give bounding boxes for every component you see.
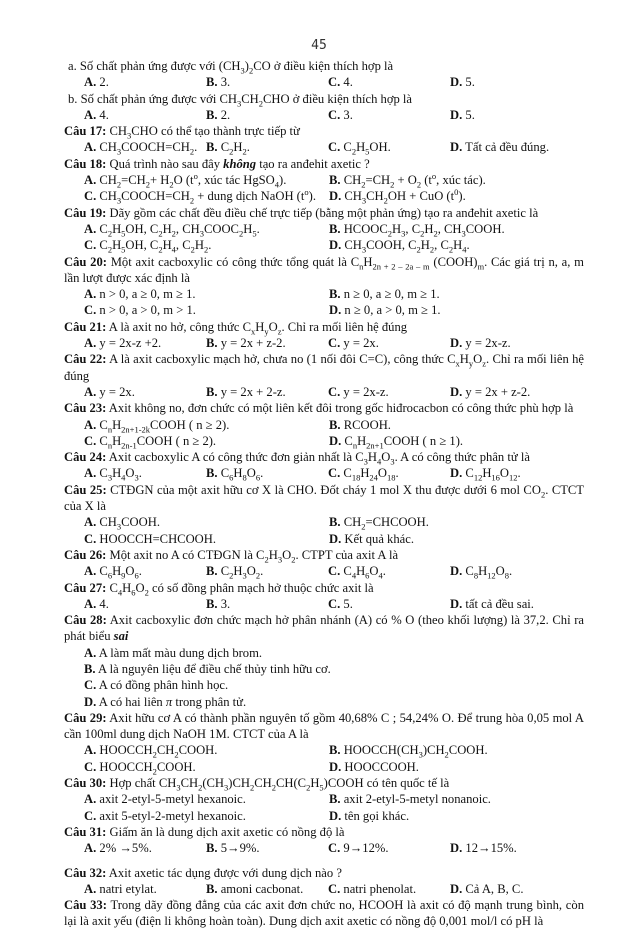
answer-options-row <box>64 742 584 758</box>
answer-option: B. $HCOOC_2H_3$, $C_2H_2$, $CH_3COOH$. <box>329 221 505 239</box>
answer-options-row <box>64 881 584 897</box>
answer-option: C. y = 2x. <box>328 336 379 351</box>
answer-options-row <box>64 139 584 155</box>
answer-options-row <box>64 384 584 400</box>
answer-options-row <box>64 791 584 807</box>
answer-options-row <box>64 188 584 204</box>
answer-option: B. $C_2H_2$. <box>206 140 250 157</box>
question-text: Câu 31: Giấm ăn là dung dịch axit axetic có nồng độ là <box>64 824 345 839</box>
question-text: Câu 21: A là axit no hở, công thức $C_xH_yO_z$. Chỉ ra mối liên hệ đúng <box>64 319 408 337</box>
answer-options-row <box>64 335 584 351</box>
answer-option: C. n > 0, a > 0, m > 1. <box>84 303 196 318</box>
spacer <box>64 857 584 865</box>
answer-option: C. y = 2x-z. <box>328 384 389 399</box>
answer-option: B. axit 2-etyl-5-metyl nonanoic. <box>329 792 491 807</box>
question-text: Câu 25: CTĐGN của một axit hữu cơ X là CHO. Đốt cháy 1 mol X thu được dưới 6 mol $CO_2$. CTCT của X là <box>64 482 584 514</box>
answer-options-row <box>64 465 584 481</box>
answer-option: B. RCOOH. <box>329 417 391 432</box>
answer-option: B. 5→9%. <box>206 841 260 856</box>
answer-option: D. $CH_3COOH$, $C_2H_2$, $C_2H_4$. <box>329 238 470 255</box>
answer-options-row <box>64 221 584 237</box>
question-text: Câu 17: $CH_3CHO$ có thể tạo thành trực tiếp từ <box>64 124 300 141</box>
answer-option: C. $C_nH_{2n-1}COOH$ ( n ≥ 2). <box>84 433 217 451</box>
answer-option: C. $C_4H_6O_4$. <box>328 564 386 581</box>
answer-option: B. 2. <box>206 107 231 122</box>
answer-option: C. $HOOCCH_2COOH$. <box>84 759 196 777</box>
answer-option: C. 4. <box>328 75 353 90</box>
answer-options-row <box>64 237 584 253</box>
answer-option: B. y = 2x + z-2. <box>206 336 286 351</box>
answer-option: A. A làm mất màu dung dịch brom. <box>84 645 263 660</box>
sub-question: b. Số chất phản ứng được với $CH_3CH_2CHO$ ở điều kiện thích hợp là <box>68 91 413 109</box>
answer-option: C. 9→12%. <box>328 841 389 856</box>
question-text: Câu 23: Axit không no, đơn chức có một liên kết đôi trong gốc hiđrocacbon có công thức phù hợp là <box>64 401 574 416</box>
answer-option: C. HOOCCH=CHCOOH. <box>84 531 217 546</box>
answer-option: D. $CH_3CH_2OH$ + CuO $(t^0)$. <box>329 187 466 206</box>
answer-option: D. 12→15%. <box>450 841 517 856</box>
answer-option: A. $C_3H_4O_3$. <box>84 466 142 483</box>
answer-option: A. 4. <box>84 596 109 611</box>
answer-option: D. Cả A, B, C. <box>450 881 524 896</box>
answer-option: D. tên gọi khác. <box>329 808 410 823</box>
answer-option: D. 5. <box>450 107 475 122</box>
answer-option: A. $C_2H_5OH$, $C_2H_2$, $CH_3COOC_2H_5$. <box>84 221 260 239</box>
question-text: Câu 22: A là axit cacboxylic mạch hở, chưa no (1 nối đôi C=C), công thức $C_xH_yO_z$. Chỉ ra mối liên hệ đúng <box>64 352 584 383</box>
answer-option: A. y = 2x-z +2. <box>84 336 162 351</box>
answer-option: B. y = 2x + 2-z. <box>206 384 286 399</box>
answer-option: C. 5. <box>328 596 353 611</box>
answer-option: C. $CH_3COOCH=CH_2$ + dung dịch NaOH $(t^o)$. <box>84 187 316 206</box>
answer-option: A. 2% →5%. <box>84 841 152 856</box>
answer-option: C. A có đồng phân hình học. <box>84 678 229 693</box>
answer-option: B. amoni cacbonat. <box>206 881 304 896</box>
question-text: Câu 33: Trong dãy đồng đẳng của các axit đơn chức no, HCOOH là axit có độ mạnh trung bình, còn lại là axit yếu (điện li không hoàn toàn). Dung dịch axit axetic có nồng độ 0,001 mol/l có pH là <box>64 898 584 929</box>
question-text: Câu 24: Axit cacboxylic A có công thức đơn giản nhất là $C_3H_4O_3$. A có công thức phân tử là <box>64 450 530 467</box>
answer-option: A. $CH_2=CH_2+ H_2O$ ($t^o$, xúc tác HgSO$_4$). <box>84 170 287 190</box>
answer-option: B. $HOOCCH(CH_3)CH_2COOH$. <box>329 743 488 760</box>
question-text: Câu 19: Dãy gồm các chất đều điều chế trực tiếp (bằng một phản ứng) tạo ra anđehit axetic là <box>64 205 539 220</box>
answer-options-row <box>64 808 584 824</box>
answer-option: D. y = 2x-z. <box>450 336 511 351</box>
answer-option: B. $CH_2=CH_2 + O_2$ ($t^o$, xúc tác). <box>329 170 486 190</box>
question-text: Câu 28: Axit cacboxylic đơn chức mạch hở phân nhánh (A) có % O (theo khối lượng) là 37,2. Chỉ ra phát biểu sai <box>64 613 584 644</box>
answer-option: B. A là nguyên liệu để điều chế thủy tinh hữu cơ. <box>84 661 331 676</box>
answer-option: A. 2. <box>84 75 109 90</box>
answer-option: A. n > 0, a ≥ 0, m ≥ 1. <box>84 287 196 302</box>
question-text: Câu 29: Axit hữu cơ A có thành phần nguyên tố gồm 40,68% C ; 54,24% O. Để trung hòa 0,05 mol A cần 100ml dung dịch NaOH 1M. CTCT của A là <box>64 710 584 742</box>
answer-options-row <box>64 74 584 90</box>
answer-option: A. $C_6H_9O_6$. <box>84 564 142 581</box>
answer-options-row <box>64 596 584 612</box>
answer-option: C. axit 5-etyl-2-metyl hexanoic. <box>84 808 246 823</box>
answer-options-row <box>64 286 584 302</box>
answer-option: D. n ≥ 0, a > 0, m ≥ 1. <box>329 303 441 318</box>
answer-option: D. HOOCCOOH. <box>329 759 419 774</box>
answer-options-row <box>64 514 584 530</box>
answer-option: A. $CH_3COOH$. <box>84 515 160 532</box>
answer-option: C. $C_2H_5OH$. <box>328 140 391 157</box>
answer-options-row <box>64 172 584 188</box>
question-text: Câu 32: Axit axetic tác dụng được với dung dịch nào ? <box>64 865 342 880</box>
question-text: Câu 20: Một axit cacboxylic có công thức tổng quát là $C_nH_{2n + 2 - 2a - m}$ $(COOH)_m$. Các giá trị n, a, m lần lượt được xác định là <box>64 254 584 285</box>
answer-option: D. 5. <box>450 75 475 90</box>
answer-option: A. axit 2-etyl-5-metyl hexanoic. <box>84 792 246 807</box>
answer-option: A. y = 2x. <box>84 384 135 399</box>
question-text: Câu 18: Quá trình nào sau đây không tạo ra anđehit axetic ? <box>64 156 370 171</box>
answer-option: D. Tất cả đều đúng. <box>450 140 550 155</box>
answer-options-row <box>64 417 584 433</box>
answer-options-row <box>64 840 584 856</box>
answer-options-row <box>64 563 584 579</box>
question-list <box>64 58 584 930</box>
answer-option: B. n ≥ 0, a ≥ 0, m ≥ 1. <box>329 287 440 302</box>
answer-options-row <box>64 107 584 123</box>
answer-options-row <box>64 531 584 547</box>
answer-option: D. $C_nH_{2n+1}COOH$ ( n ≥ 1). <box>329 433 464 451</box>
answer-options-row <box>64 302 584 318</box>
question-text: Câu 30: Hợp chất $CH_3CH_2(CH_3)CH_2CH_2CH(C_2H_5)COOH$ có tên quốc tế là <box>64 776 450 793</box>
page-number: 45 <box>311 38 327 53</box>
answer-option: B. $C_6H_8O_6$. <box>206 466 264 483</box>
answer-option: D. y = 2x + z-2. <box>450 384 531 399</box>
answer-option: B. 3. <box>206 75 231 90</box>
answer-option: D. tất cả đều sai. <box>450 596 534 611</box>
answer-option: A. 4. <box>84 107 109 122</box>
answer-option: D. $C_8H_{12}O_8$. <box>450 564 513 581</box>
answer-option: D. $C_{12}H_{16}O_{12}$. <box>450 466 521 483</box>
question-text: Câu 26: Một axit no A có CTĐGN là $C_2H_3O_2$. CTPT của axit A là <box>64 547 399 565</box>
answer-option: D. A có hai liên π trong phân tử. <box>84 694 247 709</box>
answer-option: A. $CH_3COOCH=CH_2$. <box>84 140 198 157</box>
answer-option: C. natri phenolat. <box>328 881 417 896</box>
answer-option: B. 3. <box>206 596 231 611</box>
answer-option: B. $CH_2=CHCOOH$. <box>329 515 429 532</box>
answer-option: A. $C_nH_{2n+1-2k}COOH$ ( n ≥ 2). <box>84 417 230 435</box>
answer-options-row <box>64 759 584 775</box>
sub-question: a. Số chất phản ứng được với $(CH_3)_2CO$ ở điều kiện thích hợp là <box>68 59 394 76</box>
question-text: Câu 27: $C_4H_6O_2$ có số đồng phân mạch hở thuộc chức axit là <box>64 580 374 598</box>
answer-option: C. $C_2H_5OH$, $C_2H_4$, $C_2H_2$. <box>84 238 212 255</box>
answer-option: A. $HOOCCH_2CH_2COOH$. <box>84 743 218 760</box>
answer-option: D. Kết quả khác. <box>329 531 414 546</box>
answer-option: C. 3. <box>328 107 353 122</box>
answer-option: A. natri etylat. <box>84 881 157 896</box>
answer-option: C. $C_{18}H_{24}O_{18}$. <box>328 466 399 483</box>
answer-options-row <box>64 433 584 449</box>
answer-option: B. $C_2H_3O_2$. <box>206 564 264 581</box>
